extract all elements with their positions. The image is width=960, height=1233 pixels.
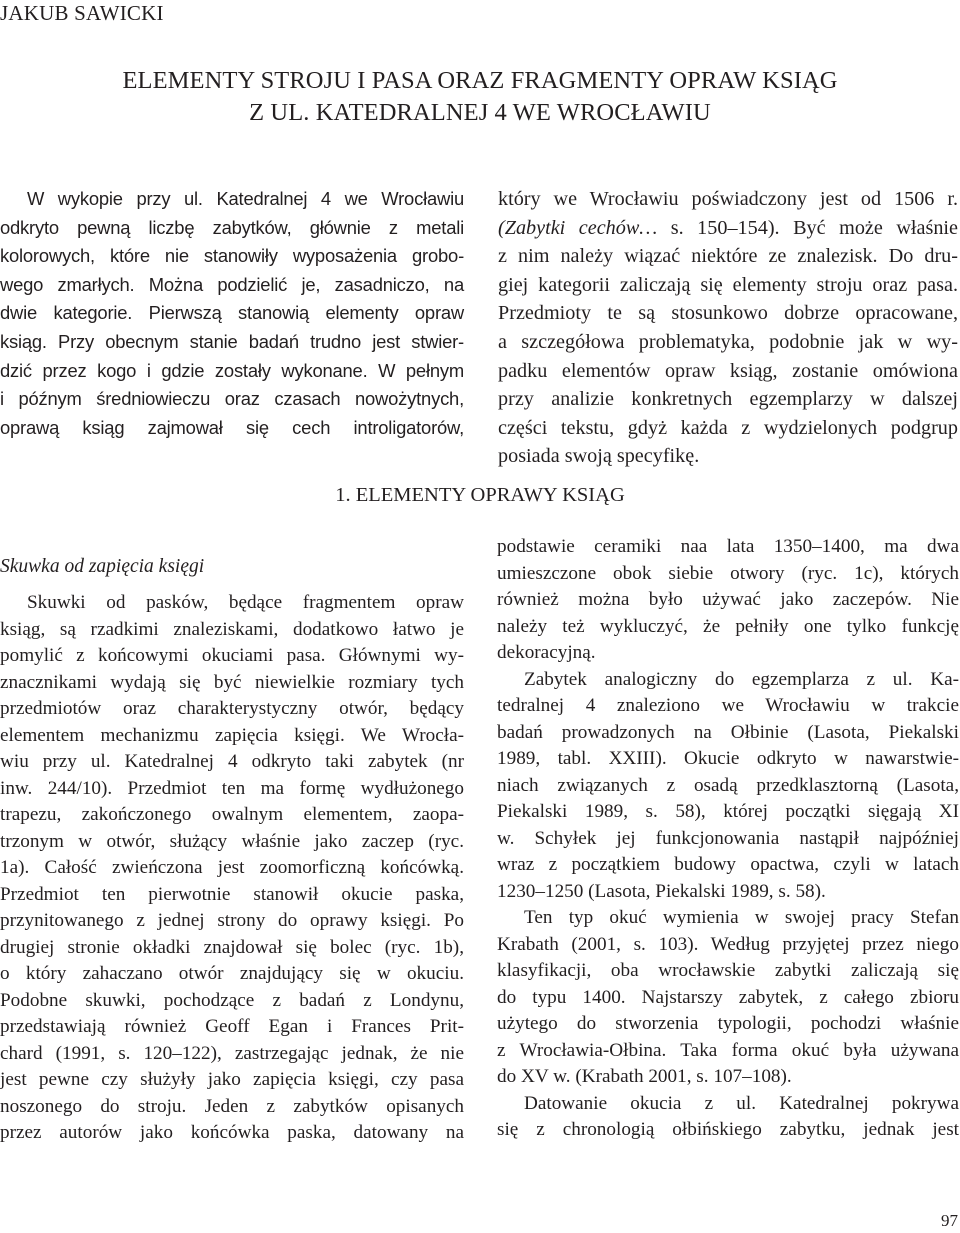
text-line: klasyfikacji, oba wrocławskie zabytki zaliczają się bbox=[497, 960, 959, 981]
text-line: z nim należy wiązać niektóre ze znalezisk. Do dru- bbox=[498, 245, 958, 268]
text-line: również można było używać jako zaczepów. Nie bbox=[497, 589, 959, 610]
text-line bbox=[498, 214, 958, 243]
text-line: przynitowanego z jednej strony do oprawy księgi. Po bbox=[0, 910, 464, 931]
text-line: umieszczone obok siebie otwory (ryc. 1c), których bbox=[497, 562, 959, 584]
text-line: przez autorów jako końcówka paska, datowany na bbox=[0, 1122, 464, 1143]
text-line: części tekstu, gdyż każda z wydzielonych podgrup bbox=[498, 416, 958, 439]
text-line: należy też wykluczyć, że pełniły one tylko funkcję bbox=[497, 615, 959, 637]
text-line: a szczegółowa problematyka, podobnie jak w wy- bbox=[498, 330, 958, 353]
text-line: Krabath (2001, s. 103). Według przyjętej przez niego bbox=[497, 933, 959, 955]
text-line: Zabytek analogiczny do egzemplarza z ul. Ka- bbox=[524, 668, 959, 690]
text-line: z Wrocławia-Ołbina. Taka forma okuć była używana bbox=[497, 1039, 959, 1061]
text-line: Piekalski 1989, s. 58), której początki sięgają XI bbox=[497, 801, 959, 822]
text-line: i późnym średniowieczu oraz czasach nowożytnych, bbox=[0, 388, 464, 410]
text-fragment: s. 150–154). Być może właśnie bbox=[657, 216, 958, 239]
text-line: który we Wrocławiu poświadczony jest od 1506 r. bbox=[498, 188, 958, 210]
text-line: przedstawiają również Geoff Egan i Frances Prit- bbox=[0, 1016, 464, 1037]
subsection-heading: Skuwka od zapięcia księgi bbox=[0, 556, 205, 577]
page-number: 97 bbox=[941, 1211, 958, 1230]
text-line: ksiąg. Przy obecnym stanie badań trudno jest stwier- bbox=[0, 330, 464, 352]
text-line: wraz z początkiem budowy opactwa, czyli w latach bbox=[497, 854, 959, 875]
running-header-author: JAKUB SAWICKI bbox=[0, 1, 164, 25]
text-line: przedmiotów oraz charakterystyczny otwór, będący bbox=[0, 698, 464, 719]
text-line: podstawie ceramiki naa lata 1350–1400, ma dwa bbox=[497, 536, 959, 557]
body-left-column bbox=[0, 590, 464, 1147]
citation-italic: (Zabytki cechów… bbox=[498, 216, 658, 239]
text-line: wego zmarłych. Można podzielić je, zasadniczo, na bbox=[0, 273, 464, 295]
text-line: noszonego do stroju. Jeden z zabytków opisanych bbox=[0, 1095, 464, 1117]
text-line: W wykopie przy ul. Katedralnej 4 we Wrocławiu bbox=[27, 188, 464, 209]
text-line: Ten typ okuć wymienia w swojej pracy Stefan bbox=[524, 907, 959, 928]
text-line: do typu 1400. Najstarszy zabytek, z całego zbioru bbox=[497, 986, 959, 1008]
text-line: Skuwki od pasków, będące fragmentem opraw bbox=[27, 592, 464, 613]
text-line: użytego do stworzenia typologii, pochodzi właśnie bbox=[497, 1013, 959, 1034]
text-line: badań prowadzonych na Ołbinie (Lasota, Piekalski bbox=[497, 721, 959, 743]
intro-right-column bbox=[498, 185, 958, 471]
text-line: giej kategorii zaliczają się elementy stroju oraz pasa. bbox=[498, 273, 958, 296]
text-line: trzonym w otwór, służący właśnie jako zaczep (ryc. bbox=[0, 830, 464, 852]
text-line: padku elementów opraw ksiąg, zostanie omówiona bbox=[498, 359, 958, 382]
text-line: 1989, tabl. XXIII). Okucie odkryto w nawarstwie- bbox=[497, 748, 959, 769]
article-title-line-2: Z UL. KATEDRALNEJ 4 WE WROCŁAWIU bbox=[249, 99, 711, 126]
text-line: tedralnej 4 znaleziono we Wrocławiu w trakcie bbox=[497, 695, 959, 716]
text-line: się z chronologią ołbińskiego zabytku, jednak jest bbox=[497, 1119, 959, 1140]
text-line: 1230–1250 (Lasota, Piekalski 1989, s. 58). bbox=[497, 880, 826, 902]
text-line: Przedmiot ten pierwotnie stanowił okucie paska, bbox=[0, 883, 464, 905]
text-line: kolorowych, które nie stanowiły wyposażenia grobo- bbox=[0, 245, 464, 267]
text-line: znacznikami wydają się być niewielkie rozmiary tych bbox=[0, 671, 464, 693]
text-line: niach związanych z osadą przedklasztorną (Lasota, bbox=[497, 774, 959, 796]
text-line: przy analizie konkretnych egzemplarzy w dalszej bbox=[498, 388, 958, 411]
text-line: drugiej stronie okładki znajdował się bolec (ryc. 1b), bbox=[0, 936, 464, 958]
text-line: Przedmioty te są stosunkowo dobrze opracowane, bbox=[498, 302, 958, 325]
text-line: trapezu, zakończonego owalnym elementem, zaopa- bbox=[0, 804, 464, 825]
text-line: oprawą ksiąg zajmował się cech introligatorów, bbox=[0, 416, 464, 438]
text-line: dekoracyjną. bbox=[497, 642, 596, 663]
text-line: jest pewne czy służyły jako zapięcia księgi, czy pasa bbox=[0, 1069, 464, 1090]
body-right-column bbox=[497, 534, 959, 1144]
text-line: posiada swoją specyfikę. bbox=[498, 445, 700, 468]
section-heading: 1. ELEMENTY OPRAWY KSIĄG bbox=[335, 484, 625, 506]
text-line: wiu przy ul. Katedralnej 4 odkryto taki zabytek (nr bbox=[0, 751, 464, 772]
text-line: inw. 244/10). Przedmiot ten ma formę wydłużonego bbox=[0, 777, 464, 799]
text-line: 1a). Całość zwieńczona jest zoomorficzną końcówką. bbox=[0, 857, 464, 878]
text-line: pomylić z końcowymi okuciami pasa. Głównymi wy- bbox=[0, 645, 464, 666]
text-line: Datowanie okucia z ul. Katedralnej pokrywa bbox=[524, 1092, 959, 1114]
text-line: Podobne skuwki, pochodzące z badań z Londynu, bbox=[0, 989, 464, 1011]
text-line: odkryto pewną liczbę zabytków, głównie z metali bbox=[0, 216, 464, 238]
text-line: dwie kategorie. Pierwszą stanowią elementy opraw bbox=[0, 302, 464, 324]
text-line: ksiąg, są rzadkimi znaleziskami, dodatkowo łatwo je bbox=[0, 618, 464, 640]
text-line: chard (1991, s. 120–122), zastrzegając jednak, że nie bbox=[0, 1042, 464, 1064]
article-title-line-1: ELEMENTY STROJU I PASA ORAZ FRAGMENTY OPRAW KSIĄG bbox=[122, 67, 838, 94]
text-line: w. Schyłek jej funkcjonowania nastąpił najpóźniej bbox=[497, 827, 959, 849]
intro-left-column bbox=[0, 185, 464, 442]
text-line: o który zahaczano otwór znajdujący się w okuciu. bbox=[0, 963, 464, 984]
text-line: do XV w. (Krabath 2001, s. 107–108). bbox=[497, 1066, 792, 1087]
text-line: dzić przez kogo i gdzie zostały wykonane. W pełnym bbox=[0, 359, 464, 381]
text-line: elementem mechanizmu zapięcia księgi. We Wrocła- bbox=[0, 724, 464, 746]
